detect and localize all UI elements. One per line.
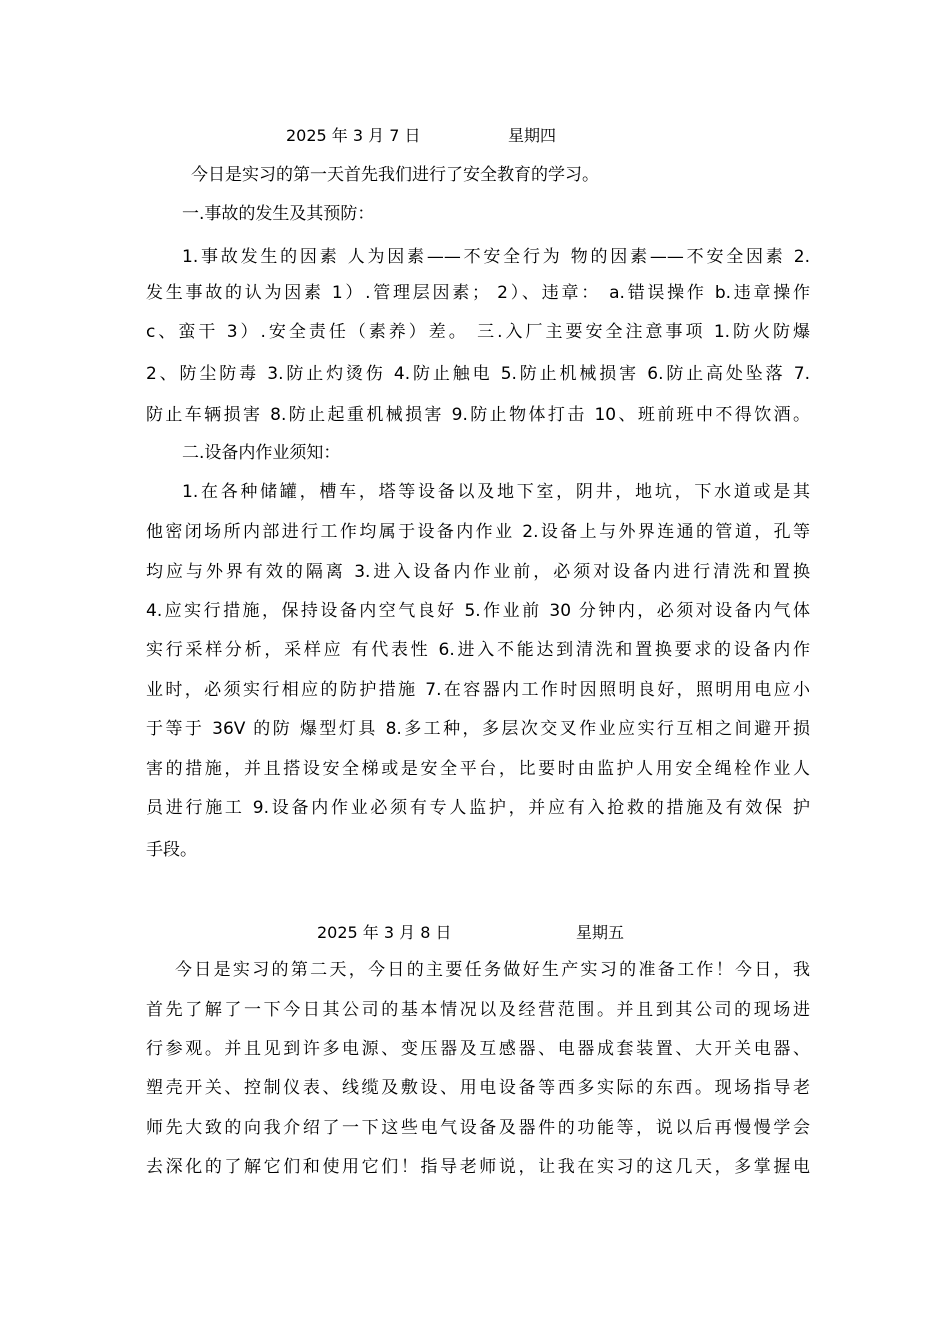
entry-2-line-3: 行参观。并且见到许多电源、变压器及互感器、电器成套装置、大开关电器、 (146, 1039, 810, 1059)
entry-2-line-6: 去深化的了解它们和使用它们！指导老师说，让我在实习的这几天，多掌握电 (146, 1157, 810, 1177)
entry-1-line-1: 今日是实习的第一天首先我们进行了安全教育的学习。 (191, 165, 599, 185)
entry-1-line-16: 害的措施，并且搭设安全梯或是安全平台，比要时由监护人用安全绳栓作业人 (146, 759, 810, 779)
entry-1-line-4: 发生事故的认为因素 1）.管理层因素； 2）、违章： a.错误操作 b.违章操作 (146, 283, 810, 303)
entry-1-line-9: 1.在各种储罐，槽车，塔等设备以及地下室，阴井，地坑，下水道或是其 (182, 482, 810, 502)
entry-1-line-13: 实行采样分析，采样应 有代表性 6.进入不能达到清洗和置换要求的设备内作 (146, 640, 810, 660)
entry-2-line-2: 首先了解了一下今日其公司的基本情况以及经营范围。并且到其公司的现场进 (146, 1000, 810, 1020)
entry-2-weekday: 星期五 (576, 923, 625, 942)
entry-1-line-15: 于等于 36V 的防 爆型灯具 8.多工种，多层次交叉作业应实行互相之间避开损 (146, 719, 810, 739)
entry-1-line-18: 手段。 (146, 840, 197, 860)
entry-1-heading-1: 一.事故的发生及其预防： (182, 204, 375, 224)
entry-2-line-1: 今日是实习的第二天，今日的主要任务做好生产实习的准备工作！今日，我 (175, 960, 810, 980)
entry-1-line-6: 2、防尘防毒 3.防止灼烫伤 4.防止触电 5.防止机械损害 6.防止高处坠落 7. (146, 364, 810, 384)
entry-1-line-17: 员进行施工 9.设备内作业必须有专人监护，并应有入抢救的措施及有效保 护 (146, 798, 810, 818)
entry-1-line-11: 均应与外界有效的隔离 3.进入设备内作业前，必须对设备内进行清洗和置换 (146, 562, 810, 582)
entry-2-line-5: 师先大致的向我介绍了一下这些电气设备及器件的功能等，说以后再慢慢学会 (146, 1118, 810, 1138)
entry-1-weekday: 星期四 (508, 126, 557, 145)
entry-1-line-7: 防止车辆损害 8.防止起重机械损害 9.防止物体打击 10、班前班中不得饮酒。 (146, 405, 810, 425)
entry-1-line-10: 他密闭场所内部进行工作均属于设备内作业 2.设备上与外界连通的管道，孔等 (146, 522, 810, 542)
entry-1-line-3: 1.事故发生的因素 人为因素——不安全行为 物的因素——不安全因素 2. (182, 247, 810, 267)
entry-1-date: 2025 年 3 月 7 日 (286, 126, 421, 145)
entry-1-line-14: 业时，必须实行相应的防护措施 7.在容器内工作时因照明良好，照明用电应小 (146, 680, 810, 700)
entry-1-heading-2: 二.设备内作业须知： (182, 443, 341, 463)
entry-2-date: 2025 年 3 月 8 日 (317, 923, 452, 942)
entry-1-line-5: c、蛮干 3）.安全责任（素养）差。 三.入厂主要安全注意事项 1.防火防爆 (146, 322, 810, 342)
entry-1-line-12: 4.应实行措施，保持设备内空气良好 5.作业前 30 分钟内，必须对设备内气体 (146, 601, 810, 621)
entry-2-line-4: 塑壳开关、控制仪表、线缆及敷设、用电设备等西多实际的东西。现场指导老 (146, 1078, 810, 1098)
